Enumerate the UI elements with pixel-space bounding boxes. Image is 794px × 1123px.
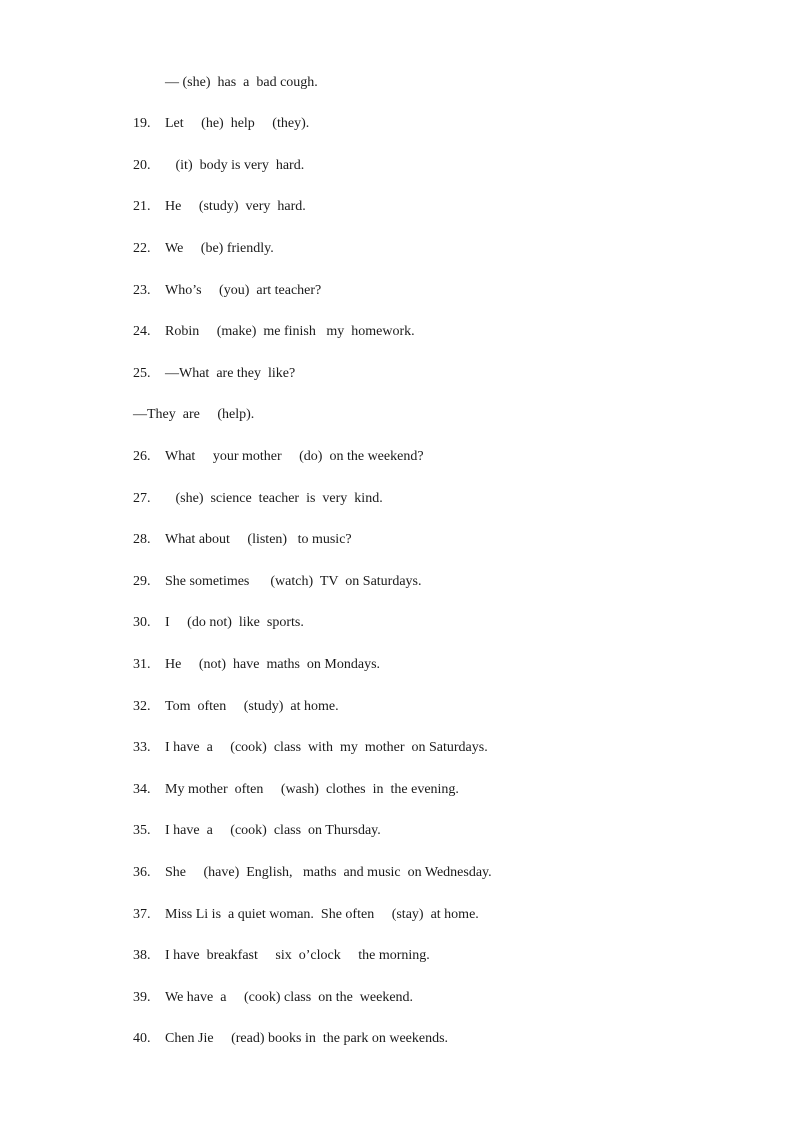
exercise-line bbox=[133, 864, 492, 882]
exercise-number: 23. bbox=[133, 283, 151, 298]
exercise-line bbox=[133, 198, 306, 216]
exercise-line bbox=[133, 906, 479, 924]
exercise-text: (it) body is very hard. bbox=[165, 158, 305, 173]
exercise-text: —What are they like? bbox=[165, 366, 296, 381]
exercise-text: What about (listen) to music? bbox=[165, 532, 352, 547]
exercise-number: 36. bbox=[133, 865, 151, 880]
exercise-number: 31. bbox=[133, 657, 151, 672]
exercise-text: Chen Jie (read) books in the park on weekends. bbox=[165, 1031, 449, 1046]
exercise-number: 34. bbox=[133, 782, 151, 797]
exercise-number: 21. bbox=[133, 199, 151, 214]
exercise-line bbox=[133, 323, 415, 341]
exercise-number: 25. bbox=[133, 366, 151, 381]
exercise-number: 35. bbox=[133, 823, 151, 838]
exercise-line bbox=[133, 365, 295, 383]
exercise-line bbox=[133, 573, 422, 591]
exercise-number: 30. bbox=[133, 615, 151, 630]
exercise-text: What your mother (do) on the weekend? bbox=[165, 449, 424, 464]
exercise-text: Robin (make) me finish my homework. bbox=[165, 324, 415, 339]
exercise-line bbox=[133, 157, 304, 175]
exercise-line bbox=[133, 947, 430, 965]
exercise-line bbox=[133, 240, 274, 258]
exercise-line bbox=[133, 781, 459, 799]
exercise-line bbox=[133, 282, 321, 300]
exercise-line bbox=[133, 698, 339, 716]
exercise-number: 26. bbox=[133, 449, 151, 464]
exercise-line bbox=[133, 1030, 448, 1048]
exercise-number: 22. bbox=[133, 241, 151, 256]
exercise-line bbox=[133, 406, 254, 424]
exercise-text: — (she) has a bad cough. bbox=[165, 75, 318, 90]
exercise-line bbox=[133, 614, 304, 632]
exercise-text: My mother often (wash) clothes in the evening. bbox=[165, 782, 459, 797]
exercise-line bbox=[133, 115, 309, 133]
exercise-line bbox=[133, 531, 352, 549]
exercise-number: 37. bbox=[133, 907, 151, 922]
exercise-line bbox=[133, 490, 383, 508]
exercise-text: I have a (cook) class with my mother on Saturdays. bbox=[165, 740, 488, 755]
exercise-text: Miss Li is a quiet woman. She often (stay) at home. bbox=[165, 907, 479, 922]
exercise-line bbox=[133, 74, 318, 92]
exercise-text: She (have) English, maths and music on Wednesday. bbox=[165, 865, 492, 880]
exercise-text: Let (he) help (they). bbox=[165, 116, 310, 131]
exercise-text: We (be) friendly. bbox=[165, 241, 274, 256]
exercise-text: I have a (cook) class on Thursday. bbox=[165, 823, 381, 838]
exercise-number: 38. bbox=[133, 948, 151, 963]
exercise-text: Who’s (you) art teacher? bbox=[165, 283, 322, 298]
exercise-text: He (study) very hard. bbox=[165, 199, 306, 214]
exercise-number: 19. bbox=[133, 116, 151, 131]
exercise-text: —They are (help). bbox=[133, 407, 255, 422]
exercise-line bbox=[133, 989, 413, 1007]
exercise-line bbox=[133, 739, 488, 757]
exercise-text: (she) science teacher is very kind. bbox=[165, 491, 383, 506]
exercise-number: 20. bbox=[133, 158, 151, 173]
exercise-text: He (not) have maths on Mondays. bbox=[165, 657, 381, 672]
exercise-text: I have breakfast six o’clock the morning. bbox=[165, 948, 430, 963]
exercise-text: We have a (cook) class on the weekend. bbox=[165, 990, 414, 1005]
exercise-number: 39. bbox=[133, 990, 151, 1005]
exercise-number: 27. bbox=[133, 491, 151, 506]
exercise-number: 32. bbox=[133, 699, 151, 714]
exercise-line bbox=[133, 656, 380, 674]
exercise-line bbox=[133, 822, 381, 840]
exercise-text: Tom often (study) at home. bbox=[165, 699, 339, 714]
exercise-text: I (do not) like sports. bbox=[165, 615, 304, 630]
exercise-number: 28. bbox=[133, 532, 151, 547]
exercise-line bbox=[133, 448, 424, 466]
exercise-number: 24. bbox=[133, 324, 151, 339]
exercise-number: 40. bbox=[133, 1031, 151, 1046]
exercise-number: 29. bbox=[133, 574, 151, 589]
exercise-number: 33. bbox=[133, 740, 151, 755]
exercise-text: She sometimes (watch) TV on Saturdays. bbox=[165, 574, 422, 589]
